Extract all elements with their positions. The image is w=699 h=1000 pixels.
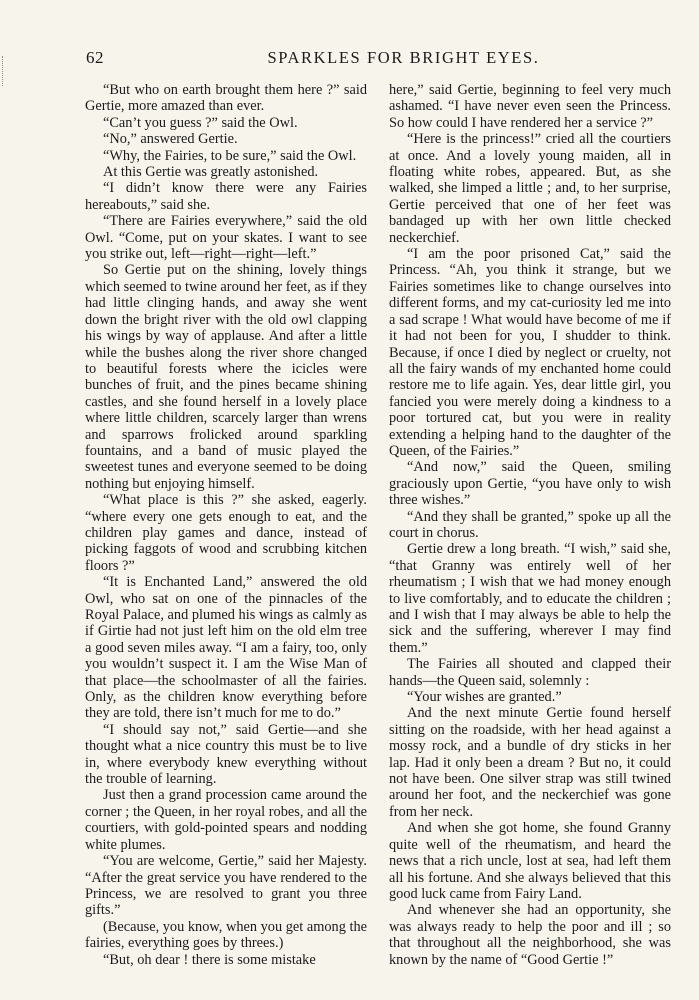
paragraph: The Fairies all shouted and clapped their hands—the Queen said, solemnly :	[389, 656, 671, 689]
paragraph: “I should say not,” said Gertie—and she thought what a nice country this must be to live in, where everybody knew everything without the trouble of learning.	[85, 721, 367, 788]
margin-mark	[2, 56, 7, 86]
paragraph: “Here is the princess!” cried all the courtiers at once. And a lovely young maiden, all in floating white robes, appeared. But, as she walked, she limped a little ; and, to her surprise, Gertie perceived that one of her feet was bandaged up with her own little checked neckerchief.	[389, 131, 671, 246]
paragraph: “Your wishes are granted.”	[407, 689, 562, 706]
paragraph: “I didn’t know there were any Fairies hereabouts,” said she.	[85, 180, 367, 213]
paragraph: So Gertie put on the shining, lovely things which seemed to twine around her feet, as if they had little clinging hands, and away she went down the bright river with the old owl clapping his wings by way of applause. And after a little while the bushes along the river shore changed to beautiful forests where the icicles were bunches of fruit, and the pines became shining castles, and she found herself in a lovely place where little children, scarcely larger than wrens and sparrows frolicked around sparkling fountains, and a band of music played the sweetest tunes and everyone seemed to be doing nothing but enjoying himself.	[85, 262, 367, 492]
paragraph: (Because, you know, when you get among the fairies, everything goes by threes.)	[85, 918, 367, 952]
paragraph: “But, oh dear ! there is some mistake	[103, 951, 316, 968]
paragraph: “I am the poor prisoned Cat,” said the Princess. “Ah, you think it strange, but we Fairies sometimes like to change ourselves into different forms, and my cat-curiosity led me into a sad scrape ! What would have become of me if it had not been for you, I shudder to think. Because, if once I died by neglect or cruelty, not all the fairy wands of my enchanted home could restore me to life again. Yes, dear little girl, you fancied you were merely doing a kindness to a poor tortured cat, but you were in reality extending a helping hand to the daughter of the Queen, of the Fairies.”	[389, 246, 671, 459]
paragraph: And the next minute Gertie found herself sitting on the roadside, with her head against a mossy rock, and a bundle of dry sticks in her lap. Had it only been a dream ? But no, it could not have been. One silver strap was still twined around her foot, and the neckerchief was gone from her neck.	[389, 705, 671, 820]
paragraph: “And they shall be granted,” spoke up all the court in chorus.	[389, 508, 671, 541]
page-number: 62	[86, 48, 104, 67]
running-title: SPARKLES FOR BRIGHT EYES.	[267, 48, 540, 67]
paragraph: And whenever she had an opportunity, she was always ready to help the poor and ill ; so that throughout all the neighborhood, she was known by the name of “Good Gertie !”	[389, 902, 671, 968]
paragraph: “It is Enchanted Land,” answered the old Owl, who sat on one of the pinnacles of the Royal Palace, and plumed his wings as calmly as if Girtie had not just left him on the old elm tree a good seven miles away. “I am a fairy, too, only you wouldn’t suspect it. I am the Wise Man of that place—the schoolmaster of all the fairies. Only, as the children know everything before they are told, there isn’t much for me to do.”	[85, 574, 367, 722]
paragraph: “And now,” said the Queen, smiling graciously upon Gertie, “you have only to wish three wishes.”	[389, 459, 671, 509]
paragraph: Gertie drew a long breath. “I wish,” said she, “that Granny was entirely well of her rheumatism ; I wish that we had money enough to live comfortably, and to educate the children ; and I wish that I may always be able to help the sick and the suffering, wherever I may find them.”	[389, 541, 671, 656]
paragraph: And when she got home, she found Granny quite well of the rheumatism, and heard the news that a rich uncle, lost at sea, had left them all his fortune. And she always believed that this good luck came from Fairy Land.	[389, 820, 671, 902]
paragraph: “You are welcome, Gertie,” said her Majesty. “After the great service you have rendered to the Princess, we are resolved to grant you three gifts.”	[85, 853, 367, 919]
paragraph: At this Gertie was greatly astonished.	[103, 164, 319, 181]
paragraph: “What place is this ?” she asked, eagerly. “where every one gets enough to eat, and the children play games and dance, instead of picking faggots of wood and scrubbing kitchen floors ?”	[85, 492, 367, 574]
left-column	[85, 82, 367, 968]
paragraph: “Can’t you guess ?” said the Owl.	[103, 114, 298, 131]
right-column	[389, 82, 671, 968]
paragraph-continuation: here,” said Gertie, beginning to feel very much ashamed. “I have never even seen the Princess. So how could I have rendered her a service ?”	[389, 82, 671, 131]
paragraph: Just then a grand procession came around the corner ; the Queen, in her royal robes, and all the courtiers, with gold-pointed spears and nodding white plumes.	[85, 787, 367, 853]
paragraph: “No,” answered Gertie.	[103, 131, 238, 148]
page-header	[86, 48, 661, 72]
paragraph: “Why, the Fairies, to be sure,” said the Owl.	[103, 147, 357, 164]
paragraph: “There are Fairies everywhere,” said the old Owl. “Come, put on your skates. I want to see you strike out, left—right—right—left.”	[85, 213, 367, 263]
paragraph: “But who on earth brought them here ?” said Gertie, more amazed than ever.	[85, 82, 367, 115]
